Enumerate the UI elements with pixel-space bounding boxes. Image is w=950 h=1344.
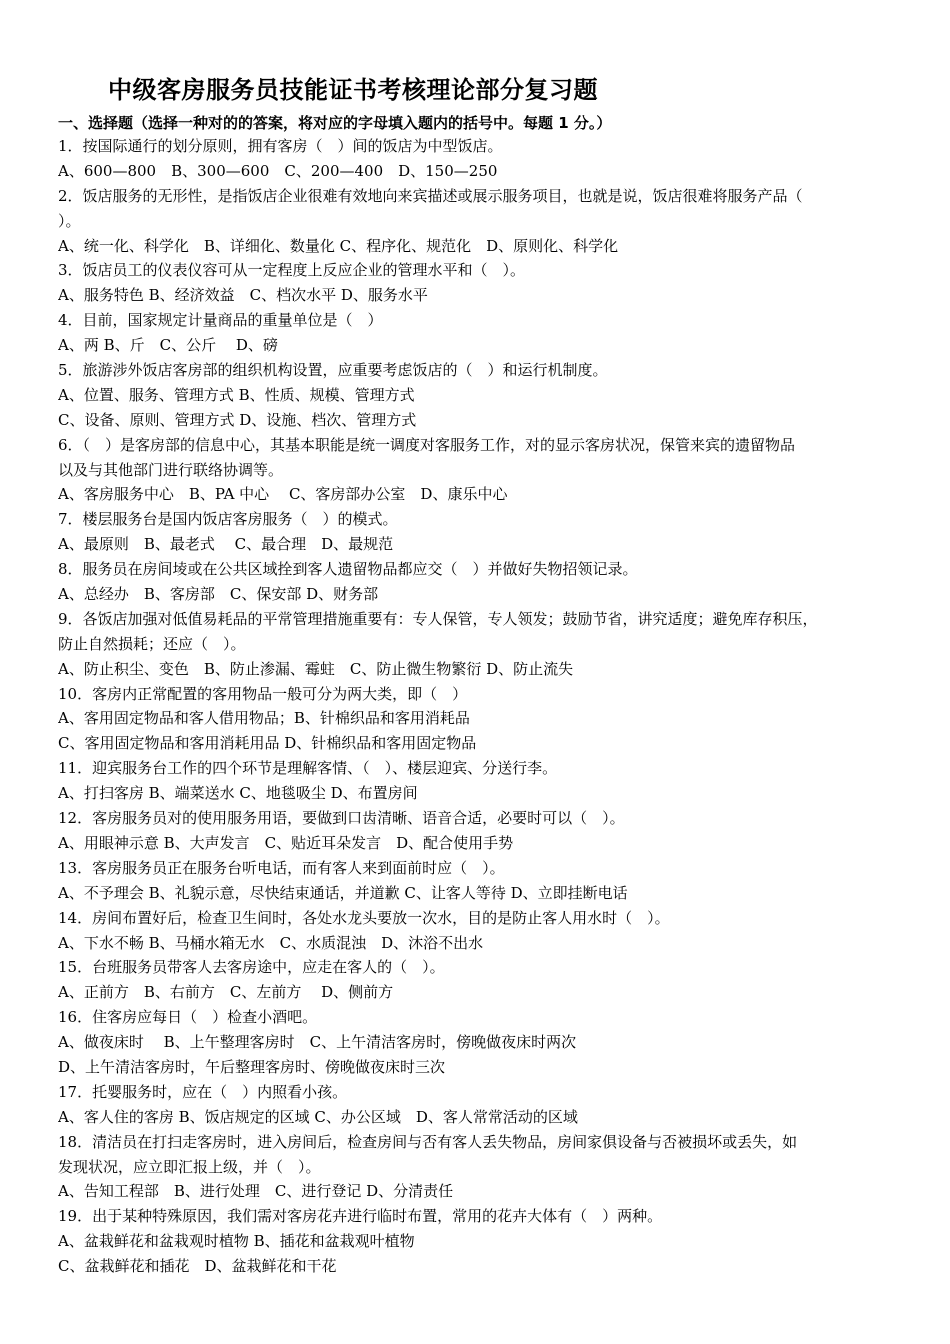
text-line: 13．客房服务员正在服务台听电话，而有客人来到面前时应（ ）。 xyxy=(58,858,505,877)
text-line: A、位置、服务、管理方式 B、性质、规模、管理方式 xyxy=(58,385,415,404)
text-line: A、服务特色 B、经济效益 C、档次水平 D、服务水平 xyxy=(58,286,428,305)
text-line: 16．住客房应每日（ ）检查小酒吧。 xyxy=(58,1008,318,1027)
text-line: A、防止积尘、变色 B、防止渗漏、霉蛀 C、防止微生物繁衍 D、防止流失 xyxy=(58,659,574,678)
document-title: 中级客房服务员技能证书考核理论部分复习题 xyxy=(108,76,598,104)
text-line: 2．饭店服务的无形性，是指饭店企业很难有效地向来宾描述或展示服务项目，也就是说，饭店很难将服务产品（ xyxy=(58,186,803,205)
text-line: 发现状况，应立即汇报上级，并（ ）。 xyxy=(58,1157,321,1176)
text-line: A、统一化、科学化 B、详细化、数量化 C、程序化、规范化 D、原则化、科学化 xyxy=(58,236,619,255)
text-line: D、上午清洁客房时，午后整理客房时、傍晚做夜床时三次 xyxy=(58,1057,446,1076)
text-line: 12．客房服务员对的使用服务用语，要做到口齿清晰、语音合适，必要时可以（ ）。 xyxy=(58,809,625,828)
text-line: A、两 B、斤 C、公斤 D、磅 xyxy=(58,336,278,355)
text-line: 防止自然损耗；还应（ ）。 xyxy=(58,634,246,653)
text-line: A、告知工程部 B、进行处理 C、进行登记 D、分清责任 xyxy=(58,1182,454,1201)
text-line: A、正前方 B、右前方 C、左前方 D、侧前方 xyxy=(58,983,394,1002)
text-line: 8．服务员在房间堎或在公共区域拴到客人遗留物品都应交（ ）并做好失物招领记录。 xyxy=(58,560,638,579)
text-line: ）。 xyxy=(58,211,81,230)
question-list xyxy=(58,134,908,1279)
text-line: 19．出于某种特殊原因，我们需对客房花卉进行临时布置，常用的花卉大体有（ ）两种。 xyxy=(58,1207,663,1226)
text-line: 11．迎宾服务台工作的四个环节是理解客情、（ ）、楼层迎宾、分送行李。 xyxy=(58,759,558,778)
text-line: A、盆栽鲜花和盆栽观时植物 B、插花和盆栽观叶植物 xyxy=(58,1232,415,1251)
text-line: C、盆栽鲜花和插花 D、盆栽鲜花和干花 xyxy=(58,1257,337,1276)
text-line: A、不予理会 B、礼貌示意，尽快结束通话，并道歉 C、让客人等待 D、立即挂断电话 xyxy=(58,883,628,902)
text-line: A、客人住的客房 B、饭店规定的区域 C、办公区域 D、客人常常活动的区域 xyxy=(58,1107,578,1126)
text-line: A、客房服务中心 B、PA 中心 C、客房部办公室 D、康乐中心 xyxy=(58,485,508,504)
text-line: C、客用固定物品和客用消耗用品 D、针棉织品和客用固定物品 xyxy=(58,734,477,753)
text-line: C、设备、原则、管理方式 D、设施、档次、管理方式 xyxy=(58,410,417,429)
text-line: 5．旅游涉外饭店客房部的组织机构设置，应重要考虑饭店的（ ）和运行机制度。 xyxy=(58,361,608,380)
text-line: 10．客房内正常配置的客用物品一般可分为两大类，即（ ） xyxy=(58,684,468,703)
text-line: A、总经办 B、客房部 C、保安部 D、财务部 xyxy=(58,585,379,604)
text-line: 14．房间布置好后，检查卫生间时，各处水龙头要放一次水，目的是防止客人用水时（ ）。 xyxy=(58,908,670,927)
text-line: 4．目前，国家规定计量商品的重量单位是（ ） xyxy=(58,311,383,330)
text-line: 15．台班服务员带客人去客房途中，应走在客人的（ ）。 xyxy=(58,958,445,977)
text-line: 以及与其他部门进行联络协调等。 xyxy=(58,460,284,479)
text-line: A、最原则 B、最老式 C、最合理 D、最规范 xyxy=(58,535,394,554)
text-line: A、做夜床时 B、上午整理客房时 C、上午清洁客房时，傍晚做夜床时两次 xyxy=(58,1033,577,1052)
text-line: 9．各饭店加强对低值易耗品的平常管理措施重要有：专人保管，专人领发；鼓励节省，讲究适度；避免库存积压， xyxy=(58,609,818,628)
text-line: 6．（ ）是客房部的信息中心，其基本职能是统一调度对客服务工作，对的显示客房状况，保管来宾的遗留物品 xyxy=(58,435,796,454)
text-line: 17．托婴服务时，应在（ ）内照看小孩。 xyxy=(58,1082,348,1101)
section-heading: 一、选择题（选择一种对的的答案，将对应的字母填入题内的括号中。每题 1 分。） xyxy=(58,114,612,132)
text-line: A、600—800 B、300—600 C、200—400 D、150—250 xyxy=(58,161,498,180)
text-line: A、打扫客房 B、端菜送水 C、地毯吸尘 D、布置房间 xyxy=(58,784,418,803)
text-line: A、用眼神示意 B、大声发言 C、贴近耳朵发言 D、配合使用手势 xyxy=(58,833,514,852)
text-line: A、客用固定物品和客人借用物品；B、针棉织品和客用消耗品 xyxy=(58,709,470,728)
text-line: 18．清洁员在打扫走客房时，进入房间后，检查房间与否有客人丢失物品，房间家俱设备与否被损坏或丢失，如 xyxy=(58,1132,798,1151)
text-line: A、下水不畅 B、马桶水箱无水 C、水质混浊 D、沐浴不出水 xyxy=(58,933,484,952)
text-line: 3．饭店员工的仪表仪容可从一定程度上反应企业的管理水平和（ ）。 xyxy=(58,261,526,280)
text-line: 1．按国际通行的划分原则，拥有客房（ ）间的饭店为中型饭店。 xyxy=(58,137,503,155)
text-line: 7．楼层服务台是国内饭店客房服务（ ）的模式。 xyxy=(58,510,398,529)
